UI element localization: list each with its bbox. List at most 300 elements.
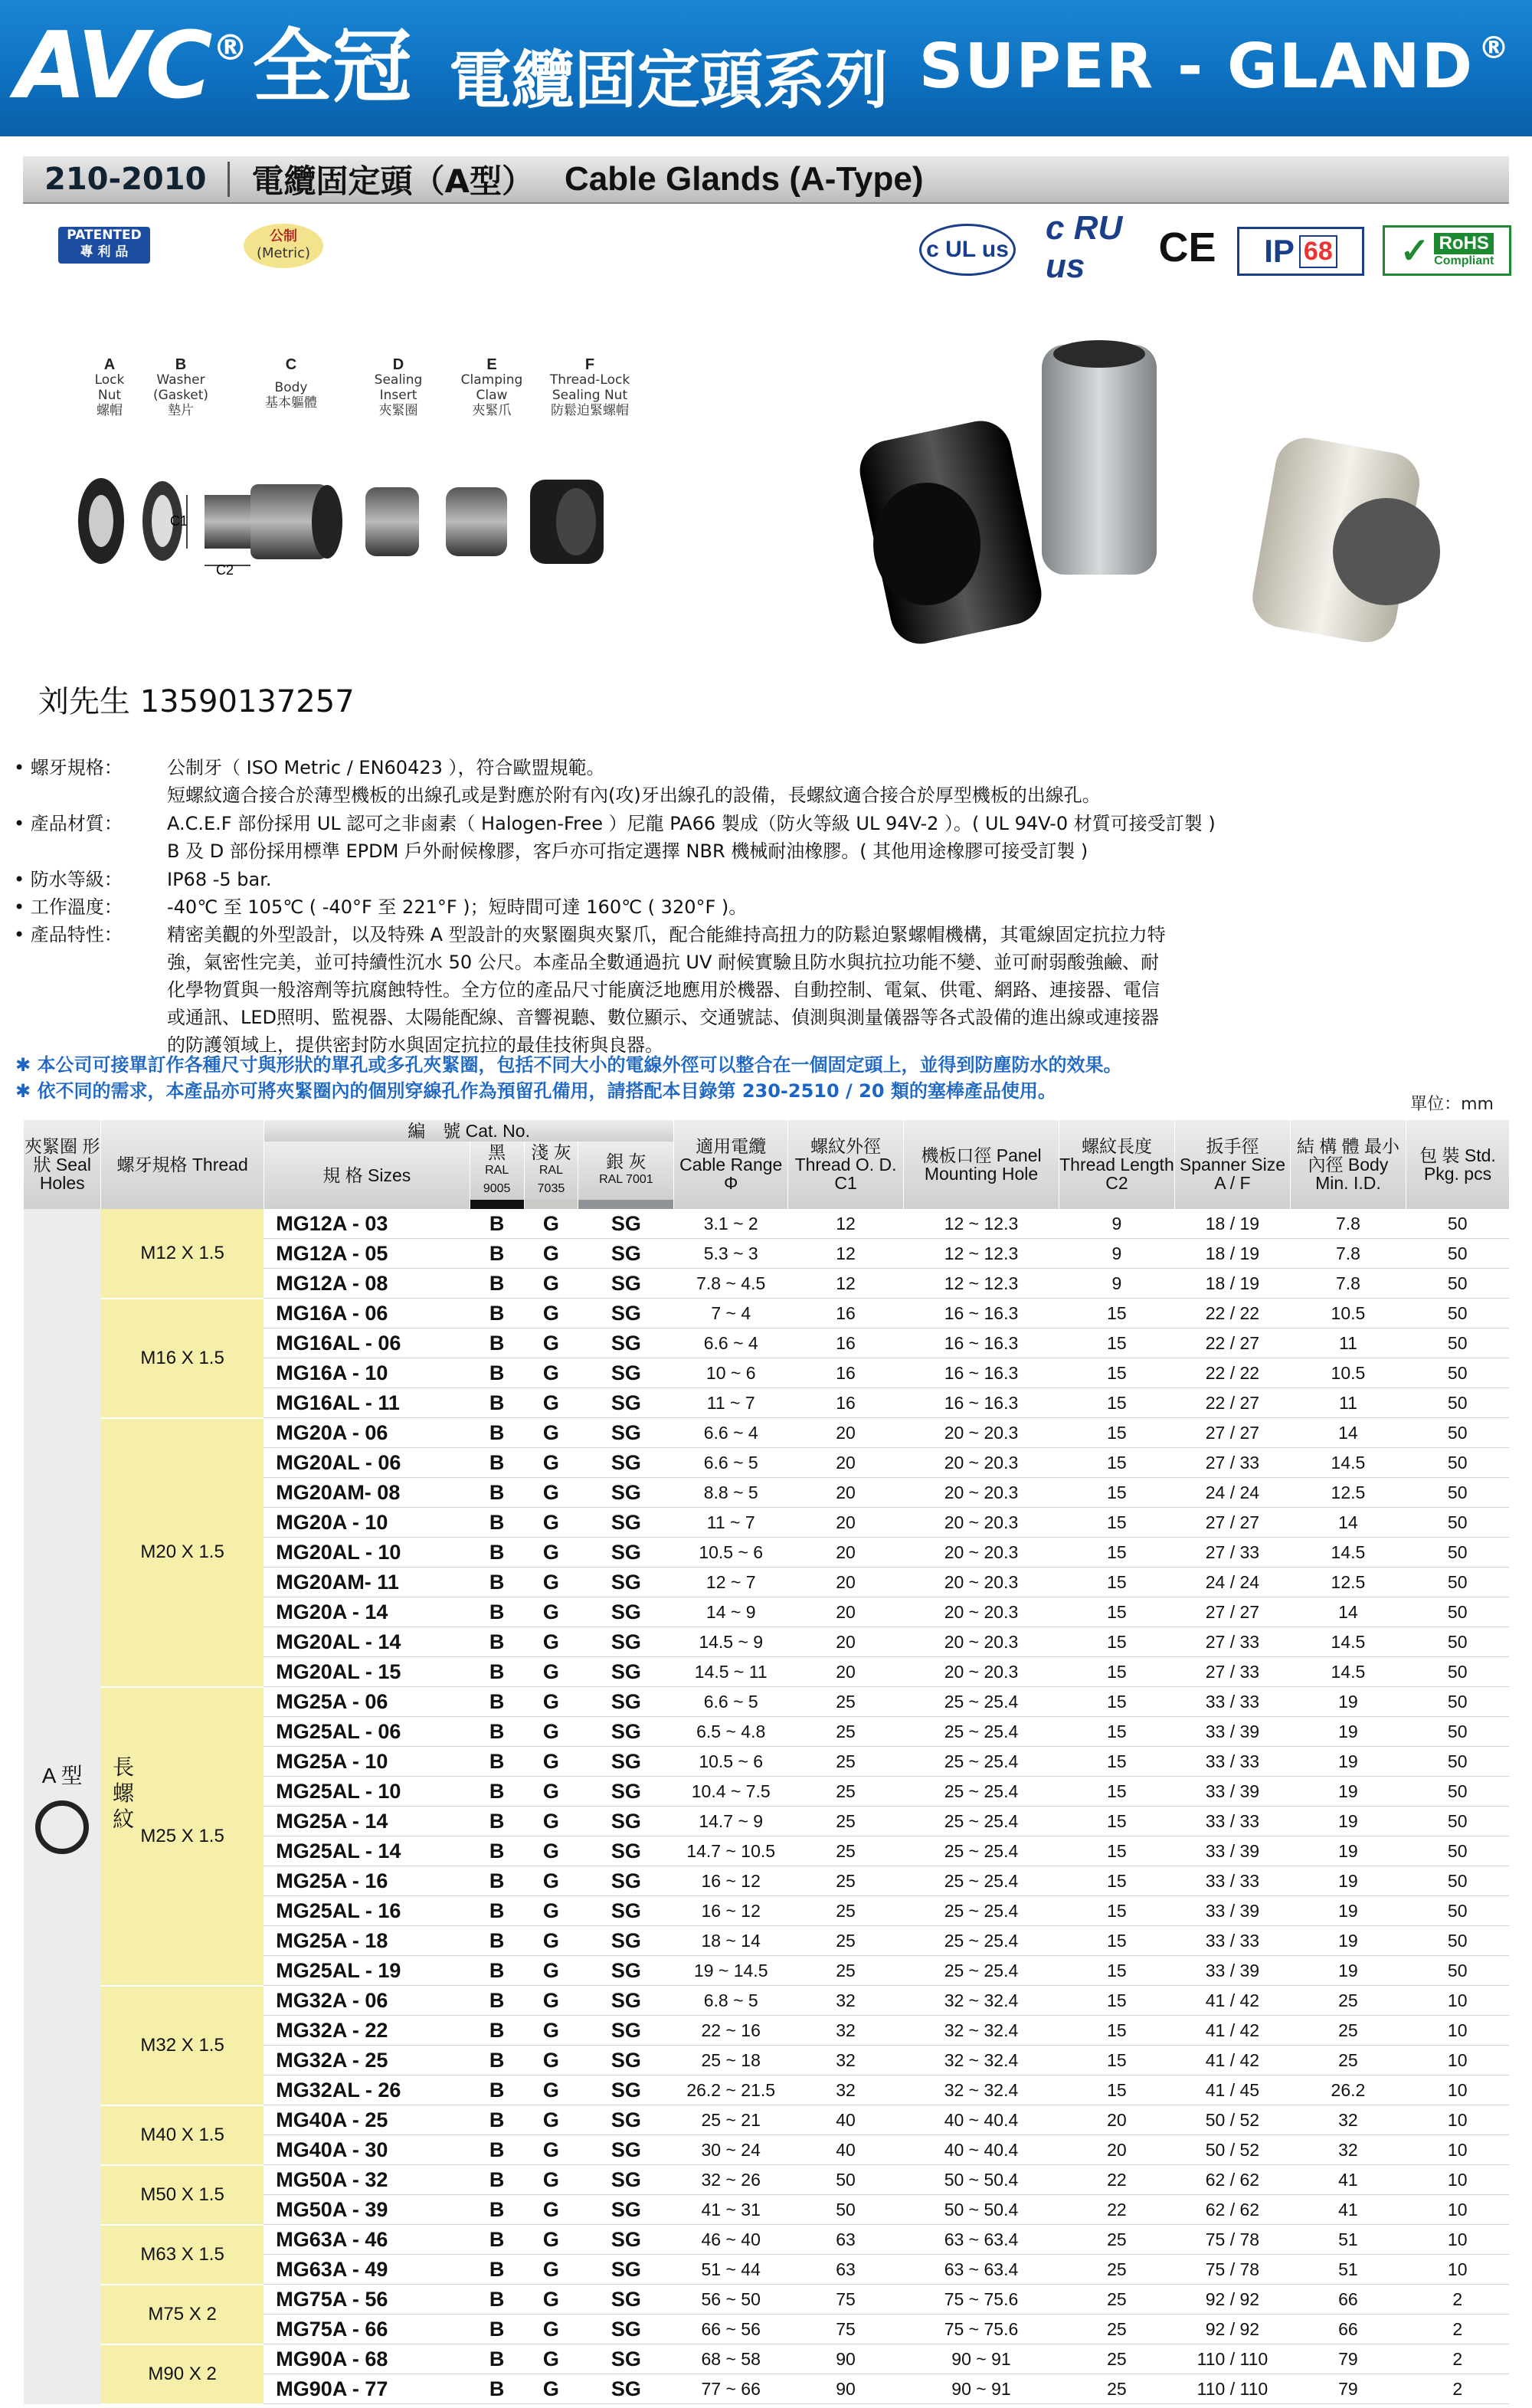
panel-hole: 75 ~ 75.6	[904, 2315, 1059, 2344]
panel-hole: 16 ~ 16.3	[904, 1388, 1059, 1418]
color-grey-code: G	[524, 1328, 578, 1358]
table-row	[24, 1209, 1510, 1239]
ring-icon	[35, 1800, 89, 1854]
cable-range: 7.8 ~ 4.5	[674, 1269, 788, 1299]
thread-od: 20	[788, 1568, 904, 1597]
color-grey-code: G	[524, 1866, 578, 1896]
cable-range: 25 ~ 21	[674, 2105, 788, 2135]
std-pkg: 10	[1406, 2225, 1509, 2255]
color-black-code: B	[470, 2285, 524, 2315]
std-pkg: 50	[1406, 1717, 1509, 1747]
col-silver-grey	[578, 1142, 674, 1200]
cable-range: 14.7 ~ 9	[674, 1807, 788, 1836]
color-silver-code: SG	[578, 2344, 674, 2374]
col-thread-length: 螺紋長度 Thread Length C2	[1059, 1120, 1174, 1209]
thread-od: 25	[788, 1866, 904, 1896]
std-pkg: 50	[1406, 1687, 1509, 1717]
std-pkg: 50	[1406, 1926, 1509, 1956]
thread-length: 20	[1059, 2135, 1174, 2165]
body-min-id: 14.5	[1290, 1448, 1406, 1478]
thread-length: 15	[1059, 1299, 1174, 1328]
body-min-id: 41	[1290, 2195, 1406, 2225]
color-black-code: B	[470, 1597, 524, 1627]
panel-hole: 25 ~ 25.4	[904, 1866, 1059, 1896]
spanner-size: 75 / 78	[1174, 2255, 1290, 2285]
cable-range: 66 ~ 56	[674, 2315, 788, 2344]
color-grey-code: G	[524, 1418, 578, 1448]
cable-range: 22 ~ 16	[674, 2016, 788, 2046]
std-pkg: 50	[1406, 1836, 1509, 1866]
panel-hole: 16 ~ 16.3	[904, 1328, 1059, 1358]
spec-line: 化學物質與一般溶劑等抗腐蝕特性。全方位的產品尺寸能廣泛地應用於機器、自動控制、電氣、供電、網路、連接器、電信	[167, 979, 1160, 1001]
body-min-id: 7.8	[1290, 1209, 1406, 1239]
color-silver-code: SG	[578, 2075, 674, 2105]
body-min-id: 19	[1290, 1807, 1406, 1836]
part-label-b	[150, 357, 211, 418]
panel-hole: 75 ~ 75.6	[904, 2285, 1059, 2315]
spec-key: • 防水等級：	[14, 869, 123, 890]
color-black-code: B	[470, 2195, 524, 2225]
thread-length: 25	[1059, 2344, 1174, 2374]
spanner-size: 24 / 24	[1174, 1478, 1290, 1508]
body-min-id: 19	[1290, 1687, 1406, 1717]
spec-line: IP68 -5 bar.	[167, 869, 272, 890]
color-black-code: B	[470, 1478, 524, 1508]
panel-hole: 16 ~ 16.3	[904, 1358, 1059, 1388]
body-min-id: 19	[1290, 1926, 1406, 1956]
spanner-size: 22 / 22	[1174, 1358, 1290, 1388]
color-black-code: B	[470, 1717, 524, 1747]
panel-hole: 25 ~ 25.4	[904, 1777, 1059, 1807]
thread-length: 15	[1059, 1388, 1174, 1418]
thread-od: 50	[788, 2165, 904, 2195]
thread-od: 12	[788, 1269, 904, 1299]
cable-range: 14.7 ~ 10.5	[674, 1836, 788, 1866]
color-grey-code: G	[524, 1597, 578, 1627]
body-min-id: 14.5	[1290, 1627, 1406, 1657]
std-pkg: 50	[1406, 1358, 1509, 1388]
body-min-id: 14	[1290, 1418, 1406, 1448]
part-name-cn: 螺帽	[97, 403, 123, 418]
part-name-cn: 基本軀體	[265, 395, 317, 411]
color-black-code: B	[470, 1986, 524, 2016]
cable-range: 68 ~ 58	[674, 2344, 788, 2374]
thread-od: 25	[788, 1747, 904, 1777]
model-number: MG20AM- 11	[264, 1568, 470, 1597]
panel-hole: 90 ~ 91	[904, 2374, 1059, 2404]
panel-hole: 25 ~ 25.4	[904, 1747, 1059, 1777]
dimension-c2-label: C2	[216, 562, 234, 575]
color-silver-code: SG	[578, 1657, 674, 1687]
color-black-code: B	[470, 1358, 524, 1388]
body-min-id: 79	[1290, 2374, 1406, 2404]
color-silver-code: SG	[578, 2135, 674, 2165]
thread-od: 25	[788, 1956, 904, 1986]
color-black-code: B	[470, 2105, 524, 2135]
thread-length: 15	[1059, 2075, 1174, 2105]
ip68-icon	[1237, 227, 1364, 276]
thread-od: 12	[788, 1209, 904, 1239]
panel-hole: 25 ~ 25.4	[904, 1956, 1059, 1986]
spec-thread	[14, 754, 1515, 785]
cable-range: 12 ~ 7	[674, 1568, 788, 1597]
color-black-code: B	[470, 1269, 524, 1299]
color-grey-code: G	[524, 1209, 578, 1239]
spanner-size: 18 / 19	[1174, 1209, 1290, 1239]
model-number: MG20A - 10	[264, 1508, 470, 1538]
cable-range: 51 ~ 44	[674, 2255, 788, 2285]
brand-logo	[15, 13, 412, 120]
model-number: MG75A - 66	[264, 2315, 470, 2344]
color-black-code: B	[470, 2135, 524, 2165]
panel-hole: 25 ~ 25.4	[904, 1717, 1059, 1747]
thread-length: 9	[1059, 1269, 1174, 1299]
metric-badge	[244, 224, 323, 268]
table-row	[24, 1687, 1510, 1717]
model-number: MG16A - 10	[264, 1358, 470, 1388]
seal-shape-cell	[24, 1209, 101, 2404]
spanner-size: 27 / 33	[1174, 1448, 1290, 1478]
spec-line: B 及 D 部份採用標準 EPDM 戶外耐候橡膠，客戶亦可指定選擇 NBR 機械耐油橡膠。( 其他用途橡膠可接受訂製 )	[167, 840, 1088, 862]
thread-od: 20	[788, 1418, 904, 1448]
panel-hole: 12 ~ 12.3	[904, 1209, 1059, 1239]
thread-od: 75	[788, 2315, 904, 2344]
thread-od: 20	[788, 1627, 904, 1657]
color-black-code: B	[470, 1926, 524, 1956]
model-number: MG25A - 16	[264, 1866, 470, 1896]
color-silver-code: SG	[578, 1866, 674, 1896]
color-silver-code: SG	[578, 1388, 674, 1418]
color-silver-code: SG	[578, 1597, 674, 1627]
model-number: MG63A - 49	[264, 2255, 470, 2285]
thread-length: 15	[1059, 1687, 1174, 1717]
color-grey-code: G	[524, 1358, 578, 1388]
cable-range: 30 ~ 24	[674, 2135, 788, 2165]
spanner-size: 27 / 27	[1174, 1508, 1290, 1538]
color-black-code: B	[470, 1209, 524, 1239]
color-black-code: B	[470, 1777, 524, 1807]
std-pkg: 50	[1406, 1299, 1509, 1328]
table-row	[24, 1418, 1510, 1448]
part-name-en: Thread-Lock Sealing Nut	[549, 372, 630, 403]
color-silver-code: SG	[578, 2195, 674, 2225]
model-number: MG32A - 25	[264, 2046, 470, 2075]
color-silver-code: SG	[578, 1717, 674, 1747]
thread-length: 25	[1059, 2225, 1174, 2255]
color-black-code: B	[470, 1239, 524, 1269]
col-cable-range: 適用電纜 Cable Range Φ	[674, 1120, 788, 1209]
cable-range: 56 ~ 50	[674, 2285, 788, 2315]
spanner-size: 41 / 45	[1174, 2075, 1290, 2105]
spanner-size: 27 / 33	[1174, 1657, 1290, 1687]
color-black-code: B	[470, 1866, 524, 1896]
body-min-id: 14.5	[1290, 1538, 1406, 1568]
spec-line: A.C.E.F 部份採用 UL 認可之非鹵素（ Halogen-Free ）尼龍 PA66 製成（防火等級 UL 94V-2 ）。( UL 94V-0 材質可接受訂製 )	[167, 813, 1216, 834]
model-number: MG32AL - 26	[264, 2075, 470, 2105]
spanner-size: 27 / 33	[1174, 1627, 1290, 1657]
thread-size-cell: M20 X 1.5	[101, 1418, 264, 1687]
col-black-ral: RAL 9005	[483, 1164, 511, 1195]
spanner-size: 27 / 33	[1174, 1538, 1290, 1568]
color-silver-code: SG	[578, 1687, 674, 1717]
table-row	[24, 2285, 1510, 2315]
spec-line: 短螺紋適合接合於薄型機板的出線孔或是對應於附有內(攻)牙出線孔的設備，長螺紋適合接合於厚型機板的出線孔。	[167, 785, 1101, 806]
col-sgrey-ral: RAL 7001	[599, 1173, 653, 1186]
color-grey-code: G	[524, 2046, 578, 2075]
body-thread-shape	[205, 495, 250, 549]
table-row	[24, 2225, 1510, 2255]
color-black-code: B	[470, 2046, 524, 2075]
std-pkg: 50	[1406, 1478, 1509, 1508]
exploded-parts-diagram	[70, 467, 622, 575]
std-pkg: 50	[1406, 1209, 1509, 1239]
col-thread-od: 螺紋外徑 Thread O. D. C1	[788, 1120, 904, 1209]
thread-length: 20	[1059, 2105, 1174, 2135]
cul-us-icon	[919, 224, 1016, 276]
unit-label: 單位：mm	[1410, 1095, 1494, 1114]
spanner-size: 33 / 39	[1174, 1896, 1290, 1926]
body-min-id: 7.8	[1290, 1239, 1406, 1269]
spanner-size: 33 / 33	[1174, 1926, 1290, 1956]
color-silver-code: SG	[578, 1986, 674, 2016]
color-black-code: B	[470, 2075, 524, 2105]
body-min-id: 32	[1290, 2135, 1406, 2165]
color-grey-code: G	[524, 1747, 578, 1777]
color-silver-code: SG	[578, 2315, 674, 2344]
model-number: MG63A - 46	[264, 2225, 470, 2255]
custom-order-note: ✱ 本公司可接單訂作各種尺寸與形狀的單孔或多孔夾緊圈，包括不同大小的電線外徑可以整合在一個固定頭上，並得到防塵防水的效果。	[15, 1054, 1122, 1076]
panel-hole: 40 ~ 40.4	[904, 2135, 1059, 2165]
grey-gland-shape	[1042, 345, 1157, 575]
std-pkg: 50	[1406, 1239, 1509, 1269]
cable-range: 10 ~ 6	[674, 1358, 788, 1388]
model-number: MG25AL - 06	[264, 1717, 470, 1747]
model-number: MG20AL - 10	[264, 1538, 470, 1568]
spanner-size: 33 / 33	[1174, 1687, 1290, 1717]
body-min-id: 26.2	[1290, 2075, 1406, 2105]
std-pkg: 2	[1406, 2285, 1509, 2315]
thread-size-cell: M75 X 2	[101, 2285, 264, 2344]
part-name-cn: 墊片	[168, 403, 194, 418]
body-min-id: 19	[1290, 1747, 1406, 1777]
ce-mark-text: CE	[1158, 224, 1216, 270]
part-letter: E	[486, 356, 497, 373]
cable-range: 10.4 ~ 7.5	[674, 1777, 788, 1807]
spanner-size: 110 / 110	[1174, 2344, 1290, 2374]
thread-od: 25	[788, 1717, 904, 1747]
model-number: MG90A - 68	[264, 2344, 470, 2374]
spanner-size: 22 / 27	[1174, 1388, 1290, 1418]
color-black-code: B	[470, 1687, 524, 1717]
color-black-code: B	[470, 1956, 524, 1986]
color-silver-code: SG	[578, 1627, 674, 1657]
thread-od: 20	[788, 1478, 904, 1508]
thread-od: 25	[788, 1687, 904, 1717]
model-number: MG12A - 05	[264, 1239, 470, 1269]
panel-hole: 32 ~ 32.4	[904, 2046, 1059, 2075]
std-pkg: 10	[1406, 2165, 1509, 2195]
thread-od: 32	[788, 2075, 904, 2105]
cable-range: 5.3 ~ 3	[674, 1239, 788, 1269]
silver-grey-swatch	[578, 1200, 673, 1209]
spec-key: • 工作溫度：	[14, 896, 123, 918]
panel-hole: 20 ~ 20.3	[904, 1597, 1059, 1627]
thread-od: 40	[788, 2105, 904, 2135]
std-pkg: 10	[1406, 2016, 1509, 2046]
panel-hole: 63 ~ 63.4	[904, 2225, 1059, 2255]
thread-size-cell: M16 X 1.5	[101, 1299, 264, 1418]
thread-od: 75	[788, 2285, 904, 2315]
body-min-id: 79	[1290, 2344, 1406, 2374]
std-pkg: 50	[1406, 1597, 1509, 1627]
color-black-code: B	[470, 1627, 524, 1657]
thread-od: 32	[788, 2046, 904, 2075]
model-number: MG20AL - 15	[264, 1657, 470, 1687]
table-row	[24, 2344, 1510, 2374]
part-name-cn: 夾緊圈	[378, 403, 418, 418]
cable-range: 77 ~ 66	[674, 2374, 788, 2404]
col-body-id: 結 構 體 最小內徑 Body Min. I.D.	[1290, 1120, 1406, 1209]
spanner-size: 41 / 42	[1174, 2016, 1290, 2046]
thread-od: 20	[788, 1448, 904, 1478]
thread-size-cell: M12 X 1.5	[101, 1209, 264, 1299]
cable-range: 14.5 ~ 9	[674, 1627, 788, 1657]
std-pkg: 50	[1406, 1866, 1509, 1896]
thread-length: 22	[1059, 2165, 1174, 2195]
col-sizes: 規 格 Sizes	[264, 1142, 470, 1209]
model-number: MG25A - 06	[264, 1687, 470, 1717]
series-title	[449, 31, 1509, 120]
color-silver-code: SG	[578, 2165, 674, 2195]
std-pkg: 10	[1406, 2255, 1509, 2285]
cable-range: 16 ~ 12	[674, 1896, 788, 1926]
thread-od: 20	[788, 1538, 904, 1568]
cable-range: 11 ~ 7	[674, 1388, 788, 1418]
spanner-size: 50 / 52	[1174, 2135, 1290, 2165]
cable-range: 6.6 ~ 5	[674, 1687, 788, 1717]
color-grey-code: G	[524, 2075, 578, 2105]
thread-od: 16	[788, 1299, 904, 1328]
part-name-en: Body	[274, 380, 308, 395]
thread-length: 15	[1059, 1597, 1174, 1627]
color-black-code: B	[470, 1328, 524, 1358]
thread-od: 32	[788, 1986, 904, 2016]
color-silver-code: SG	[578, 1896, 674, 1926]
part-name-cn: 防鬆迫緊螺帽	[551, 403, 629, 418]
thread-size-cell: M50 X 1.5	[101, 2165, 264, 2225]
color-silver-code: SG	[578, 1836, 674, 1866]
body-min-id: 19	[1290, 1956, 1406, 1986]
color-black-code: B	[470, 1299, 524, 1328]
brand-logo-text: AVC	[15, 13, 210, 120]
color-silver-code: SG	[578, 2225, 674, 2255]
part-letter: D	[392, 356, 404, 373]
color-grey-code: G	[524, 1478, 578, 1508]
spec-key: • 產品特性：	[14, 924, 123, 945]
std-pkg: 50	[1406, 1269, 1509, 1299]
color-grey-code: G	[524, 1896, 578, 1926]
thread-od: 25	[788, 1807, 904, 1836]
cable-range: 46 ~ 40	[674, 2225, 788, 2255]
std-pkg: 10	[1406, 2135, 1509, 2165]
std-pkg: 2	[1406, 2374, 1509, 2404]
ce-mark-icon	[1157, 221, 1218, 274]
panel-hole: 50 ~ 50.4	[904, 2165, 1059, 2195]
panel-hole: 25 ~ 25.4	[904, 1807, 1059, 1836]
model-number: MG25A - 10	[264, 1747, 470, 1777]
color-grey-code: G	[524, 1568, 578, 1597]
spanner-size: 92 / 92	[1174, 2315, 1290, 2344]
cru-us-icon	[1046, 209, 1145, 285]
color-silver-code: SG	[578, 1328, 674, 1358]
color-grey-code: G	[524, 1538, 578, 1568]
std-pkg: 50	[1406, 1807, 1509, 1836]
spanner-size: 24 / 24	[1174, 1568, 1290, 1597]
model-number: MG75A - 56	[264, 2285, 470, 2315]
model-number: MG20AL - 14	[264, 1627, 470, 1657]
color-silver-code: SG	[578, 1478, 674, 1508]
panel-hole: 32 ~ 32.4	[904, 2016, 1059, 2046]
cable-range: 6.8 ~ 5	[674, 1986, 788, 2016]
color-silver-code: SG	[578, 1418, 674, 1448]
cable-range: 6.6 ~ 4	[674, 1328, 788, 1358]
color-black-code: B	[470, 1568, 524, 1597]
thread-length: 22	[1059, 2195, 1174, 2225]
color-grey-code: G	[524, 1687, 578, 1717]
product-photo	[850, 337, 1494, 667]
dimension-c1-label: C1	[170, 513, 188, 529]
thread-length: 15	[1059, 1747, 1174, 1777]
thread-od: 20	[788, 1657, 904, 1687]
color-grey-code: G	[524, 2105, 578, 2135]
model-number: MG40A - 30	[264, 2135, 470, 2165]
cable-range: 14.5 ~ 11	[674, 1657, 788, 1687]
color-silver-code: SG	[578, 1269, 674, 1299]
thread-od: 20	[788, 1508, 904, 1538]
color-grey-code: G	[524, 1388, 578, 1418]
model-number: MG32A - 06	[264, 1986, 470, 2016]
body-min-id: 19	[1290, 1717, 1406, 1747]
cable-range: 41 ~ 31	[674, 2195, 788, 2225]
patented-badge-cn: 專 利 品	[80, 244, 129, 260]
thread-length: 15	[1059, 1926, 1174, 1956]
color-grey-code: G	[524, 2135, 578, 2165]
thread-od: 50	[788, 2195, 904, 2225]
ip-text: IP	[1264, 233, 1295, 269]
spec-line: 強，氣密性完美，並可持續性沉水 50 公尺。本產品全數通過抗 UV 耐候實驗且防水與抗拉功能不變、並可耐弱酸強鹼、耐	[167, 952, 1160, 973]
thread-length: 15	[1059, 1777, 1174, 1807]
color-black-code: B	[470, 1657, 524, 1687]
body-min-id: 12.5	[1290, 1568, 1406, 1597]
model-number: MG25AL - 19	[264, 1956, 470, 1986]
color-black-code: B	[470, 1418, 524, 1448]
thread-length: 15	[1059, 1807, 1174, 1836]
model-number: MG20AL - 06	[264, 1448, 470, 1478]
thread-size-cell: M32 X 1.5	[101, 1986, 264, 2105]
thread-length: 15	[1059, 1627, 1174, 1657]
color-grey-code: G	[524, 1448, 578, 1478]
table-body	[24, 1209, 1510, 2404]
panel-hole: 20 ~ 20.3	[904, 1538, 1059, 1568]
body-min-id: 12.5	[1290, 1478, 1406, 1508]
model-number: MG25AL - 16	[264, 1896, 470, 1926]
panel-hole: 20 ~ 20.3	[904, 1657, 1059, 1687]
model-number: MG20A - 14	[264, 1597, 470, 1627]
cable-range: 6.6 ~ 4	[674, 1418, 788, 1448]
spanner-size: 41 / 42	[1174, 1986, 1290, 2016]
thread-od: 90	[788, 2344, 904, 2374]
cul-us-text: c UL us	[926, 237, 1009, 262]
